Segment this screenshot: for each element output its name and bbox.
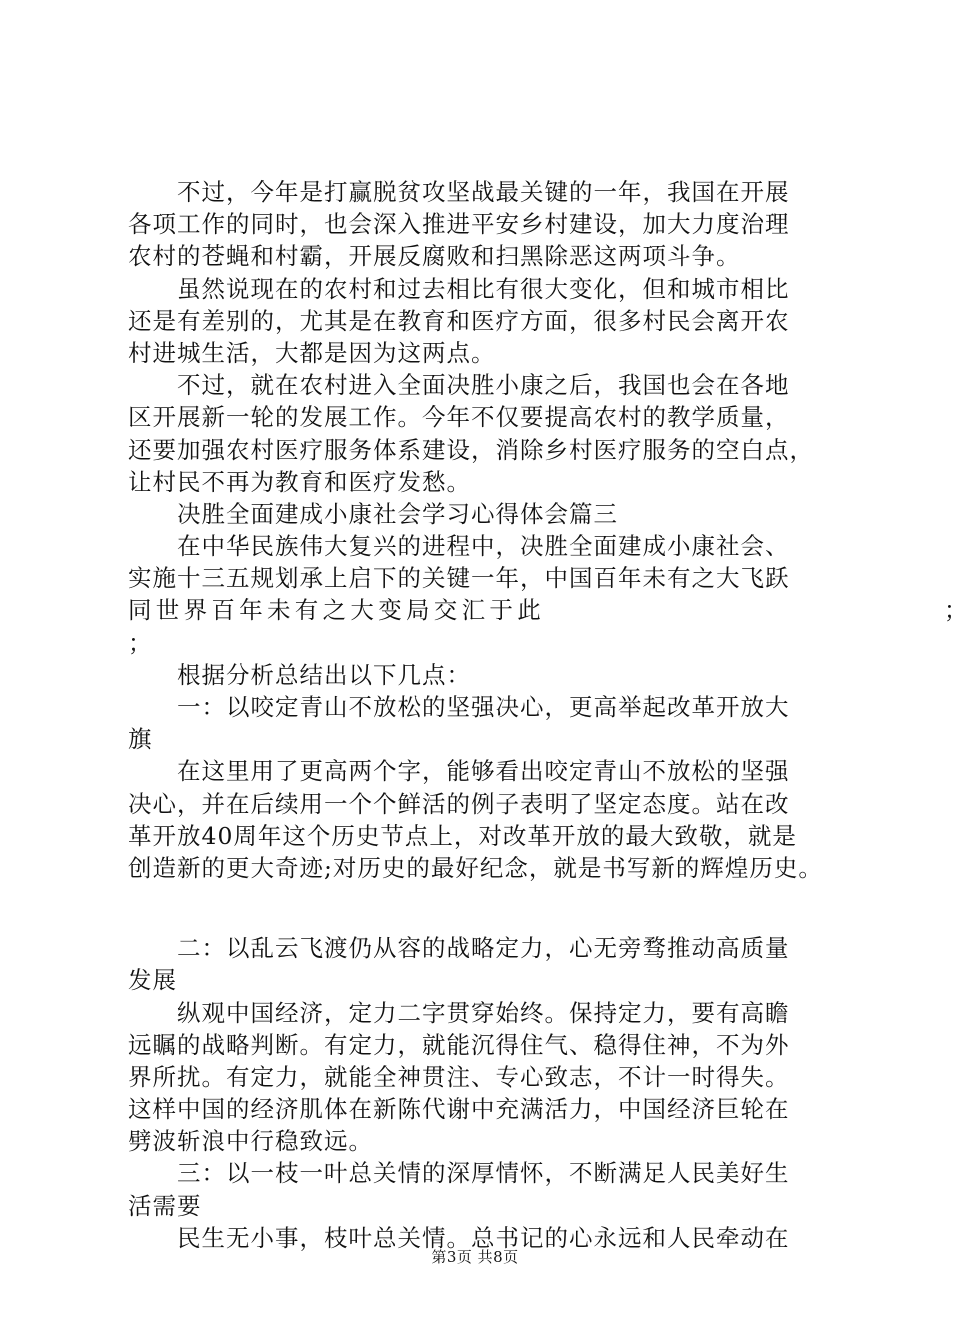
text-line: 不过，就在农村进入全面决胜小康之后，我国也会在各地 (128, 371, 790, 400)
text-line: 不过，今年是打赢脱贫攻坚战最关键的一年，我国在开展 (128, 178, 790, 206)
trailing-semicolon: ； (944, 596, 969, 625)
point-heading: 旗 (128, 725, 153, 754)
text-line: 根据分析总结出以下几点： (128, 660, 471, 689)
text-line-with-trailing-mark (128, 594, 969, 626)
document-body (128, 176, 969, 1254)
text-line: 村进城生活，大都是因为这两点。 (128, 338, 496, 367)
text-line: 纵观中国经济，定力二字贯穿始终。保持定力，要有高瞻 (128, 998, 790, 1027)
point-heading: 活需要 (128, 1191, 202, 1220)
text-line: 实施十三五规划承上启下的关键一年，中国百年未有之大飞跃 (128, 564, 790, 593)
text-line: 这样中国的经济肌体在新陈代谢中充满活力，中国经济巨轮在 (128, 1095, 790, 1124)
blank-line (128, 884, 848, 932)
text-line: 革开放40周年这个历史节点上，对改革开放的最大致敬，就是 (128, 821, 797, 850)
section-heading: 决胜全面建成小康社会学习心得体会篇三 (128, 499, 618, 528)
text-line: 在这里用了更高两个字，能够看出咬定青山不放松的坚强 (128, 757, 790, 786)
text-line: 让村民不再为教育和医疗发愁。 (128, 467, 471, 496)
text-line: 还是有差别的，尤其是在教育和医疗方面，很多村民会离开农 (128, 306, 790, 335)
text-line: 远瞩的战略判断。有定力，就能沉得住气、稳得住神，不为外 (128, 1030, 790, 1059)
point-heading: 一：以咬定青山不放松的坚强决心，更高举起改革开放大 (128, 693, 790, 721)
text-line: 民生无小事，枝叶总关情。总书记的心永远和人民牵动在 (128, 1223, 790, 1252)
page-footer (0, 1246, 950, 1267)
text-line: 虽然说现在的农村和过去相比有很大变化，但和城市相比 (128, 274, 790, 303)
point-heading: 三：以一枝一叶总关情的深厚情怀，不断满足人民美好生 (128, 1159, 790, 1188)
point-heading: 二：以乱云飞渡仍从容的战略定力，心无旁骛推动高质量 (128, 934, 790, 963)
text-line: 在中华民族伟大复兴的进程中，决胜全面建成小康社会、 (128, 532, 790, 561)
text-line: 劈波斩浪中行稳致远。 (128, 1127, 373, 1156)
text-line: 同世界百年未有之大变局交汇于此 (128, 596, 545, 625)
text-line: 创造新的更大奇迹;对历史的最好纪念，就是书写新的辉煌历史。 (128, 853, 823, 882)
text-line: 区开展新一轮的发展工作。今年不仅要提高农村的教学质量， (128, 403, 790, 432)
text-line: 决心，并在后续用一个个鲜活的例子表明了坚定态度。站在改 (128, 789, 790, 818)
point-heading: 发展 (128, 966, 177, 995)
page-number: 第3页 共8页 (431, 1248, 519, 1266)
text-line: 还要加强农村医疗服务体系建设，消除乡村医疗服务的空白点， (128, 435, 814, 464)
text-line: 农村的苍蝇和村霸，开展反腐败和扫黑除恶这两项斗争。 (128, 242, 741, 271)
text-line: 各项工作的同时，也会深入推进平安乡村建设，加大力度治理 (128, 210, 790, 239)
text-line: ； (128, 628, 153, 657)
text-line: 界所扰。有定力，就能全神贯注、专心致志，不计一时得失。 (128, 1062, 790, 1091)
